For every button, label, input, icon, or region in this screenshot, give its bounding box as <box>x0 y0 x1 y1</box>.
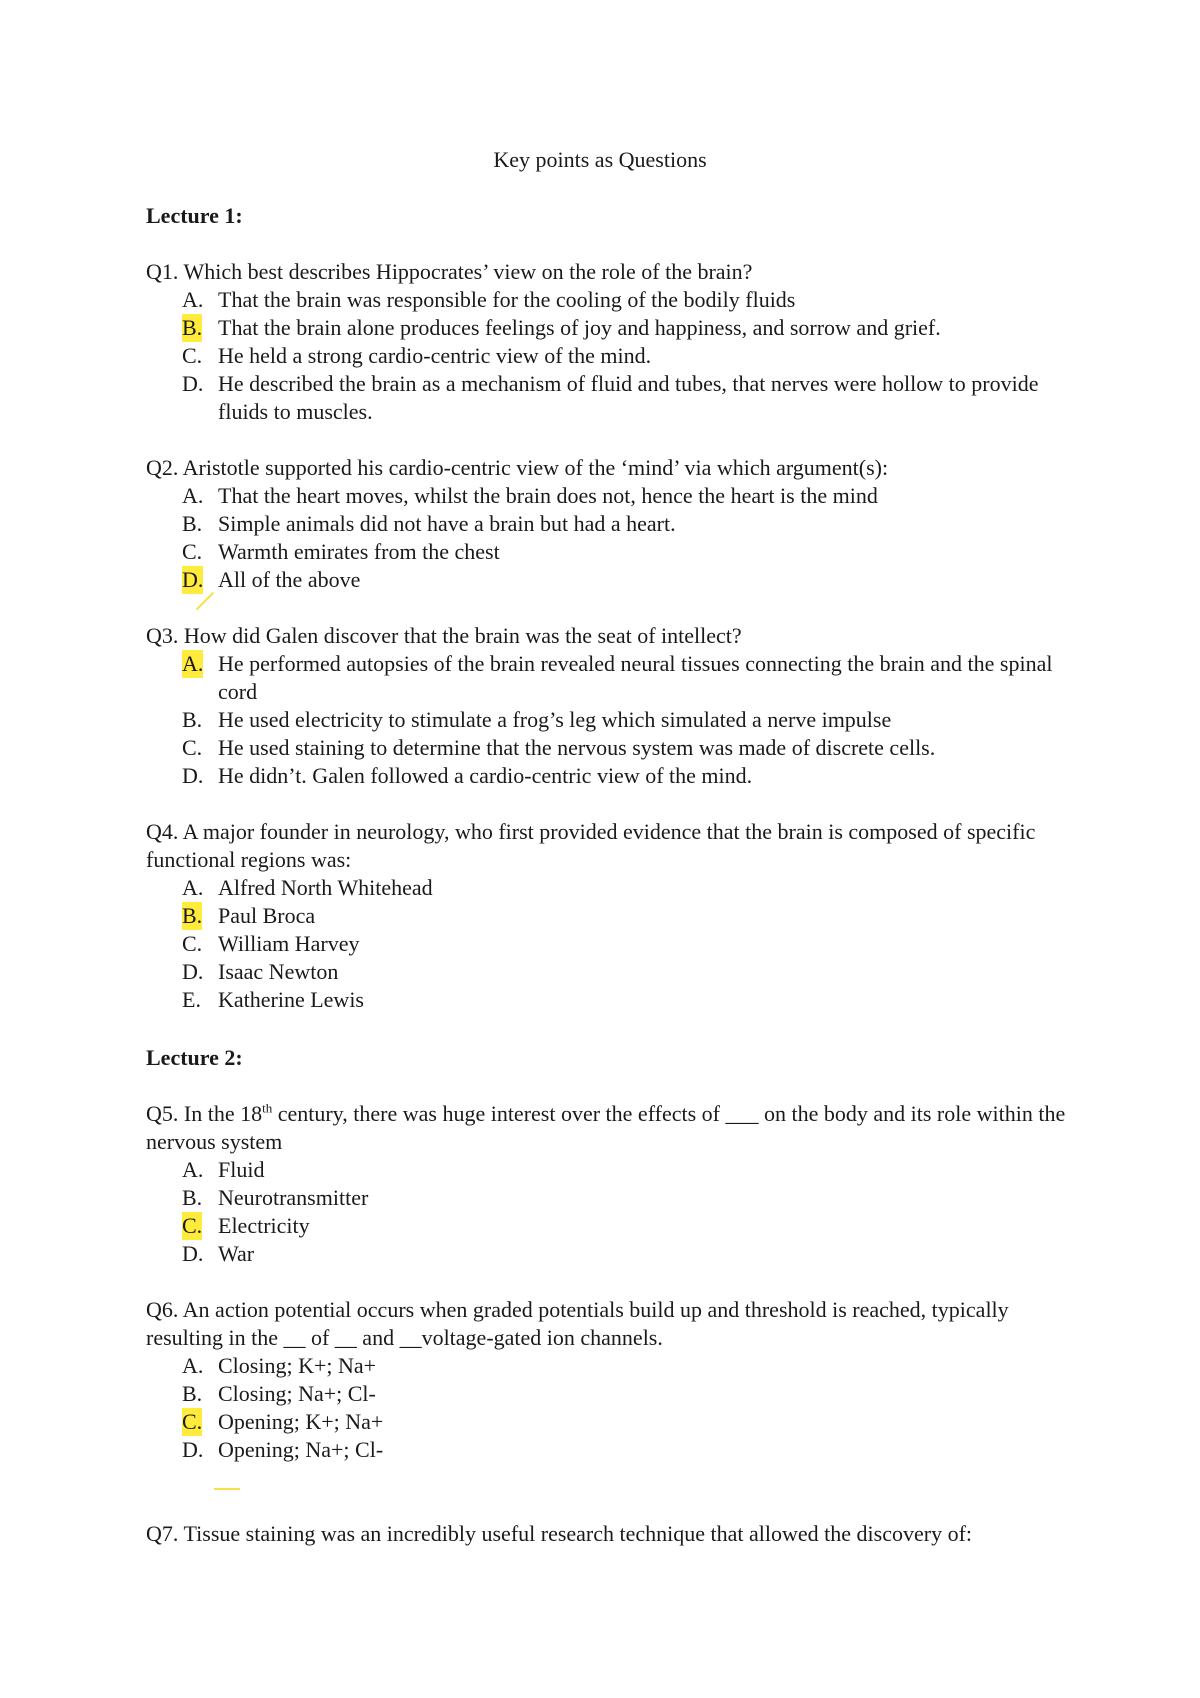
option-d <box>146 958 1076 986</box>
question-text-start: Q5. In the 18 <box>146 1101 263 1126</box>
option-text: Warmth emirates from the chest <box>218 539 500 564</box>
question-text: Q7. Tissue staining was an incredibly useful research technique that allowed the discovery of: <box>146 1521 973 1546</box>
option-c <box>146 1212 1076 1240</box>
option-d <box>146 1436 1076 1464</box>
option-b <box>146 1380 1076 1408</box>
question-1 <box>146 258 1076 426</box>
option-d <box>146 762 1076 790</box>
question-5 <box>146 1100 1076 1268</box>
option-text: That the brain was responsible for the cooling of the bodily fluids <box>218 287 796 312</box>
option-text: He used electricity to stimulate a frog’s leg which simulated a nerve impulse <box>218 707 892 732</box>
option-letter: C. <box>182 343 203 368</box>
option-text: War <box>218 1241 255 1266</box>
option-a <box>146 286 1076 314</box>
option-text: Katherine Lewis <box>218 987 364 1012</box>
option-letter: D. <box>182 1437 204 1462</box>
option-letter: A. <box>182 1157 204 1182</box>
option-letter-highlighted: C. <box>182 1213 203 1238</box>
option-e <box>146 986 1076 1014</box>
option-letter: D. <box>182 371 204 396</box>
option-text: He described the brain as a mechanism of fluid and tubes, that nerves were hollow to provide fluids to muscles. <box>218 371 1039 424</box>
option-letter: B. <box>182 1381 203 1406</box>
option-letter-highlighted: B. <box>182 903 203 928</box>
option-c <box>146 342 1076 370</box>
option-text: Opening; K+; Na+ <box>218 1409 384 1434</box>
option-a <box>146 1156 1076 1184</box>
option-text: Neurotransmitter <box>218 1185 369 1210</box>
question-text: Q3. How did Galen discover that the brain was the seat of intellect? <box>146 623 742 648</box>
option-text: He held a strong cardio-centric view of the mind. <box>218 343 652 368</box>
option-text: That the heart moves, whilst the brain does not, hence the heart is the mind <box>218 483 878 508</box>
option-letter: A. <box>182 1353 204 1378</box>
option-b <box>146 706 1076 734</box>
option-text: He used staining to determine that the nervous system was made of discrete cells. <box>218 735 936 760</box>
question-text: Q2. Aristotle supported his cardio-centric view of the ‘mind’ via which argument(s): <box>146 455 889 480</box>
lecture-2-heading: Lecture 2: <box>146 1045 243 1070</box>
lecture-1-heading: Lecture 1: <box>146 203 243 228</box>
option-letter-highlighted: B. <box>182 315 203 340</box>
option-letter: C. <box>182 931 203 956</box>
option-c <box>146 538 1076 566</box>
question-text <box>146 1100 1076 1156</box>
option-text: That the brain alone produces feelings of joy and happiness, and sorrow and grief. <box>218 315 941 340</box>
document-title: Key points as Questions <box>493 147 707 172</box>
question-text-end: century, there was huge interest over the effects of ___ on the body and its role within the nervous system <box>146 1101 1066 1154</box>
option-text: Isaac Newton <box>218 959 339 984</box>
option-c <box>146 734 1076 762</box>
highlighter-mark <box>196 592 214 610</box>
option-b <box>146 902 1076 930</box>
option-a <box>146 1352 1076 1380</box>
option-d <box>146 566 1076 594</box>
option-text: All of the above <box>218 567 361 592</box>
option-letter: B. <box>182 511 203 536</box>
question-3 <box>146 622 1076 790</box>
option-text: Closing; K+; Na+ <box>218 1353 377 1378</box>
option-letter: D. <box>182 763 204 788</box>
option-b <box>146 1184 1076 1212</box>
option-text: Opening; Na+; Cl- <box>218 1437 384 1462</box>
option-letter-highlighted: D. <box>182 567 204 592</box>
option-letter: D. <box>182 1241 204 1266</box>
option-d <box>146 1240 1076 1268</box>
option-c <box>146 1408 1076 1436</box>
option-text: William Harvey <box>218 931 360 956</box>
option-letter: A. <box>182 875 204 900</box>
ordinal-suffix: th <box>262 1100 273 1116</box>
question-text: Q1. Which best describes Hippocrates’ view on the role of the brain? <box>146 259 753 284</box>
question-4 <box>146 818 1076 1014</box>
highlighter-mark <box>214 1488 240 1490</box>
option-letter: B. <box>182 1185 203 1210</box>
option-d <box>146 370 1076 426</box>
option-text: Paul Broca <box>218 903 316 928</box>
option-text: Simple animals did not have a brain but had a heart. <box>218 511 676 536</box>
option-letter-highlighted: C. <box>182 1409 203 1434</box>
option-text: Fluid <box>218 1157 265 1182</box>
question-text: Q6. An action potential occurs when graded potentials build up and threshold is reached, typically resulting in the __ of __ and __voltage-gated ion channels. <box>146 1297 1009 1350</box>
question-2 <box>146 454 1076 594</box>
question-text: Q4. A major founder in neurology, who first provided evidence that the brain is composed of specific functional regions was: <box>146 819 1036 872</box>
option-a <box>146 874 1076 902</box>
option-c <box>146 930 1076 958</box>
option-text: He performed autopsies of the brain revealed neural tissues connecting the brain and the spinal cord <box>218 651 1053 704</box>
option-text: He didn’t. Galen followed a cardio-centric view of the mind. <box>218 763 753 788</box>
option-letter-highlighted: A. <box>182 651 204 676</box>
option-letter: A. <box>182 287 204 312</box>
option-b <box>146 314 1076 342</box>
option-a <box>146 650 1076 706</box>
option-letter: D. <box>182 959 204 984</box>
option-letter: C. <box>182 735 203 760</box>
question-6 <box>146 1296 1076 1464</box>
option-a <box>146 482 1076 510</box>
option-text: Closing; Na+; Cl- <box>218 1381 376 1406</box>
option-text: Electricity <box>218 1213 310 1238</box>
question-7 <box>146 1520 1076 1548</box>
option-letter: E. <box>182 987 201 1012</box>
option-letter: B. <box>182 707 203 732</box>
option-letter: C. <box>182 539 203 564</box>
option-letter: A. <box>182 483 204 508</box>
option-text: Alfred North Whitehead <box>218 875 433 900</box>
option-b <box>146 510 1076 538</box>
